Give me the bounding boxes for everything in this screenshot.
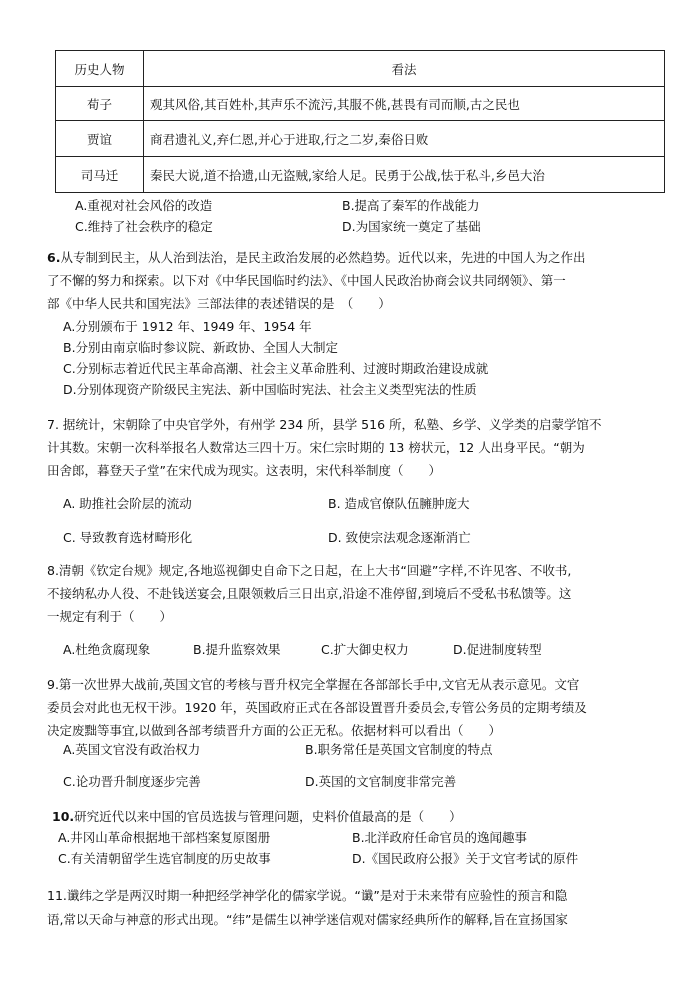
figure-view: 秦民大说,道不拾遗,山无盗贼,家给人足。民勇于公战,怯于私斗,乡邑大治	[144, 157, 665, 193]
figure-name: 司马迁	[56, 157, 144, 193]
q9-option-b[interactable]: B.职务常任是英国文官制度的特点	[305, 742, 493, 757]
table-row	[56, 87, 665, 121]
q8-stem-line: 一规定有利于（ ）	[47, 609, 173, 624]
q5-option-d[interactable]: D.为国家统一奠定了基础	[342, 219, 481, 234]
q7-option-d[interactable]: D. 致使宗法观念逐渐消亡	[328, 530, 471, 545]
q7-stem-line: 计其数。宋朝一次科举报名人数常达三四十万。宋仁宗时期的 13 榜状元，12 人出身平民。“朝为	[47, 440, 585, 455]
q6-option-c[interactable]: C.分别标志着近代民主革命高潮、社会主义革命胜利、过渡时期政治建设成就	[63, 361, 489, 376]
q6-option-a[interactable]: A.分别颁布于 1912 年、1949 年、1954 年	[63, 319, 312, 334]
q9-stem-line: 9.第一次世界大战前,英国文官的考核与晋升权完全掌握在各部部长手中,文官无从表示意见。文官	[47, 677, 580, 692]
q8-option-b[interactable]: B.提升监察效果	[193, 642, 281, 657]
q6-option-d[interactable]: D.分别体现资产阶级民主宪法、新中国临时宪法、社会主义类型宪法的性质	[63, 382, 477, 397]
q7-option-a[interactable]: A. 助推社会阶层的流动	[63, 496, 192, 511]
q5-option-c[interactable]: C.维持了社会秩序的稳定	[75, 219, 213, 234]
q7-stem-line: 7. 据统计，宋朝除了中央官学外，有州学 234 所，县学 516 所，私塾、乡学、义学类的启蒙学馆不	[47, 417, 602, 432]
q6-option-b[interactable]: B.分别由南京临时参议院、新政协、全国人大制定	[63, 340, 339, 355]
q6-stem-line: 部《中华人民共和国宪法》三部法律的表述错误的是 （ ）	[47, 296, 391, 311]
q8-stem-line: 不接纳私办人役、不赴钱送宴会,且限领敕后三日出京,沿途不准停留,到境后不受私书私馈等。这	[47, 586, 572, 601]
q6-number: 6.	[47, 250, 61, 265]
q5-option-a[interactable]: A.重视对社会风俗的改造	[75, 198, 213, 213]
q10-option-d[interactable]: D.《国民政府公报》关于文官考试的原件	[352, 851, 579, 866]
table-header-row	[56, 51, 665, 87]
q8-option-a[interactable]: A.杜绝贪腐现象	[63, 642, 151, 657]
figure-view: 商君遗礼义,弃仁恩,并心于进取,行之二岁,秦俗日败	[144, 121, 665, 157]
figure-view: 观其风俗,其百姓朴,其声乐不流污,其服不佻,甚畏有司而顺,古之民也	[144, 87, 665, 121]
q10-number: 10.	[52, 809, 75, 824]
table-row	[56, 157, 665, 193]
header-view: 看法	[144, 51, 665, 87]
q11-stem-line: 11.谶纬之学是两汉时期一种把经学神学化的儒家学说。“谶”是对于未来带有应验性的预言和隐	[47, 888, 568, 903]
q9-option-c[interactable]: C.论功晋升制度逐步完善	[63, 774, 201, 789]
q9-option-a[interactable]: A.英国文官没有政治权力	[63, 742, 201, 757]
q8-stem-line: 8.清朝《钦定台规》规定,各地巡视御史自命下之日起，在上大书“回避”字样,不许见客、不收书,	[47, 563, 572, 578]
q11-stem-line: 语,常以天命与神意的形式出现。“纬”是儒生以神学迷信观对儒家经典所作的解释,旨在宣扬国家	[47, 912, 568, 927]
historical-figures-table	[55, 50, 665, 193]
q7-option-c[interactable]: C. 导致教育选材畸形化	[63, 530, 193, 545]
q10-stem: 10.研究近代以来中国的官员选拔与管理问题，史料价值最高的是（ ）	[52, 809, 462, 824]
q8-option-c[interactable]: C.扩大御史权力	[321, 642, 409, 657]
q6-stem-line: 6.从专制到民主，从人治到法治，是民主政治发展的必然趋势。近代以来，先进的中国人为之作出	[47, 250, 586, 265]
q8-option-d[interactable]: D.促进制度转型	[453, 642, 542, 657]
q10-option-a[interactable]: A.井冈山革命根据地干部档案复原图册	[58, 830, 271, 845]
header-figure: 历史人物	[56, 51, 144, 87]
q9-option-d[interactable]: D.英国的文官制度非常完善	[305, 774, 457, 789]
q6-stem-line: 了不懈的努力和探索。以下对《中华民国临时约法》、《中国人民政治协商会议共同纲领》、第一	[47, 273, 566, 288]
figure-name: 贾谊	[56, 121, 144, 157]
q10-option-c[interactable]: C.有关清朝留学生选官制度的历史故事	[58, 851, 271, 866]
q9-stem-line: 委员会对此也无权干涉。1920 年，英国政府正式在各部设置晋升委员会,专管公务员的定期考绩及	[47, 700, 587, 715]
table-row	[56, 121, 665, 157]
q7-stem-line: 田舍郎，暮登天子堂”在宋代成为现实。这表明，宋代科举制度（ ）	[47, 463, 441, 478]
figure-name: 荀子	[56, 87, 144, 121]
q10-option-b[interactable]: B.北洋政府任命官员的逸闻趣事	[352, 830, 528, 845]
q7-option-b[interactable]: B. 造成官僚队伍臃肿庞大	[328, 496, 470, 511]
q5-option-b[interactable]: B.提高了秦军的作战能力	[342, 198, 480, 213]
q9-stem-line: 决定废黜等事宜,以做到各部考绩晋升方面的公正无私。依据材料可以看出（ ）	[47, 723, 501, 738]
